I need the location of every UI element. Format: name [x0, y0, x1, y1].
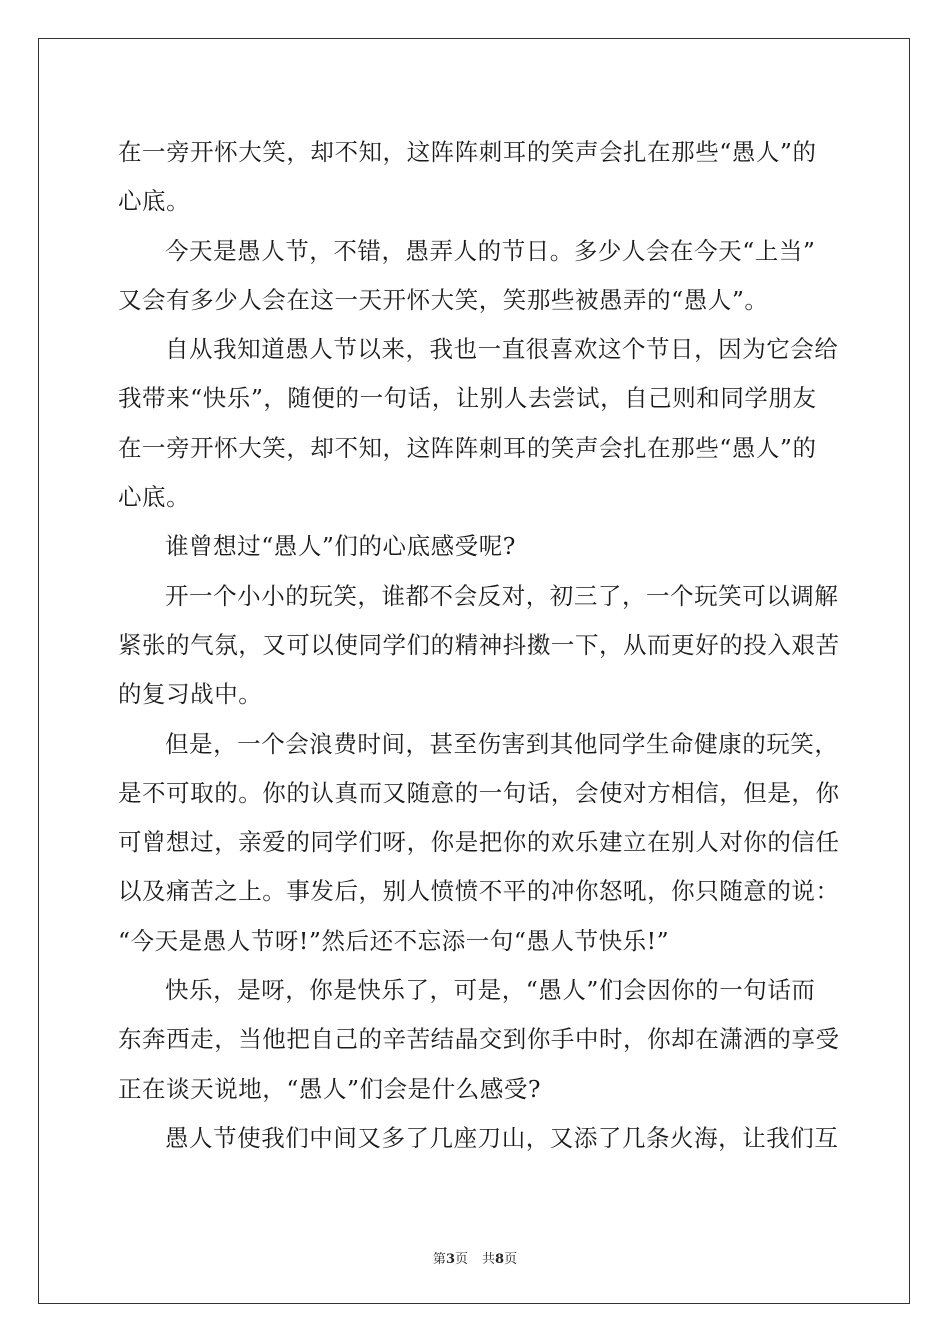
text-line: “今天是愚人节呀!”然后还不忘添一句“愚人节快乐!”	[118, 926, 670, 955]
text-line: 快乐，是呀，你是快乐了，可是，“愚人”们会因你的一句话而	[165, 976, 816, 1005]
document-body	[118, 128, 840, 1163]
text-line: 谁曾想过“愚人”们的心底感受呢?	[165, 532, 516, 561]
page-footer	[0, 1248, 950, 1267]
footer-prefix: 第	[432, 1252, 446, 1267]
text-line: 心底。	[118, 187, 191, 216]
text-line: 可曾想过，亲爱的同学们呀，你是把你的欢乐建立在别人对你的信任	[118, 828, 840, 857]
text-line: 的复习战中。	[118, 680, 263, 709]
text-line: 但是，一个会浪费时间，甚至伤害到其他同学生命健康的玩笑，	[165, 729, 839, 758]
footer-page-number: 3	[445, 1252, 455, 1267]
footer-total-pages: 8	[495, 1252, 505, 1267]
text-line: 心底。	[118, 483, 191, 512]
text-line: 自从我知道愚人节以来，我也一直很喜欢这个节日，因为它会给	[165, 335, 839, 364]
text-line: 紧张的气氛，又可以使同学们的精神抖擞一下，从而更好的投入艰苦	[118, 630, 840, 659]
text-line: 我带来“快乐”，随便的一句话，让别人去尝试，自己则和同学朋友	[118, 384, 817, 413]
text-line: 今天是愚人节，不错，愚弄人的节日。多少人会在今天“上当”	[165, 236, 816, 265]
footer-total-prefix: 共	[482, 1252, 496, 1267]
text-line: 在一旁开怀大笑，却不知，这阵阵刺耳的笑声会扎在那些“愚人”的	[118, 138, 817, 166]
text-line: 在一旁开怀大笑，却不知，这阵阵刺耳的笑声会扎在那些“愚人”的	[118, 433, 817, 462]
text-line: 东奔西走，当他把自己的辛苦结晶交到你手中时，你却在潇洒的享受	[118, 1025, 840, 1054]
text-line: 是不可取的。你的认真而又随意的一句话，会使对方相信，但是，你	[118, 778, 840, 807]
footer-total-unit: 页	[504, 1252, 518, 1267]
text-line: 开一个小小的玩笑，谁都不会反对，初三了，一个玩笑可以调解	[165, 581, 839, 610]
footer-page-unit: 页	[454, 1252, 468, 1267]
text-line: 愚人节使我们中间又多了几座刀山，又添了几条火海，让我们互	[165, 1123, 839, 1152]
text-line: 又会有多少人会在这一天开怀大笑，笑那些被愚弄的“愚人”。	[118, 285, 769, 314]
text-line: 正在谈天说地，“愚人”们会是什么感受?	[118, 1074, 542, 1103]
text-line: 以及痛苦之上。事发后，别人愤愤不平的冲你怒吼，你只随意的说：	[118, 877, 840, 906]
